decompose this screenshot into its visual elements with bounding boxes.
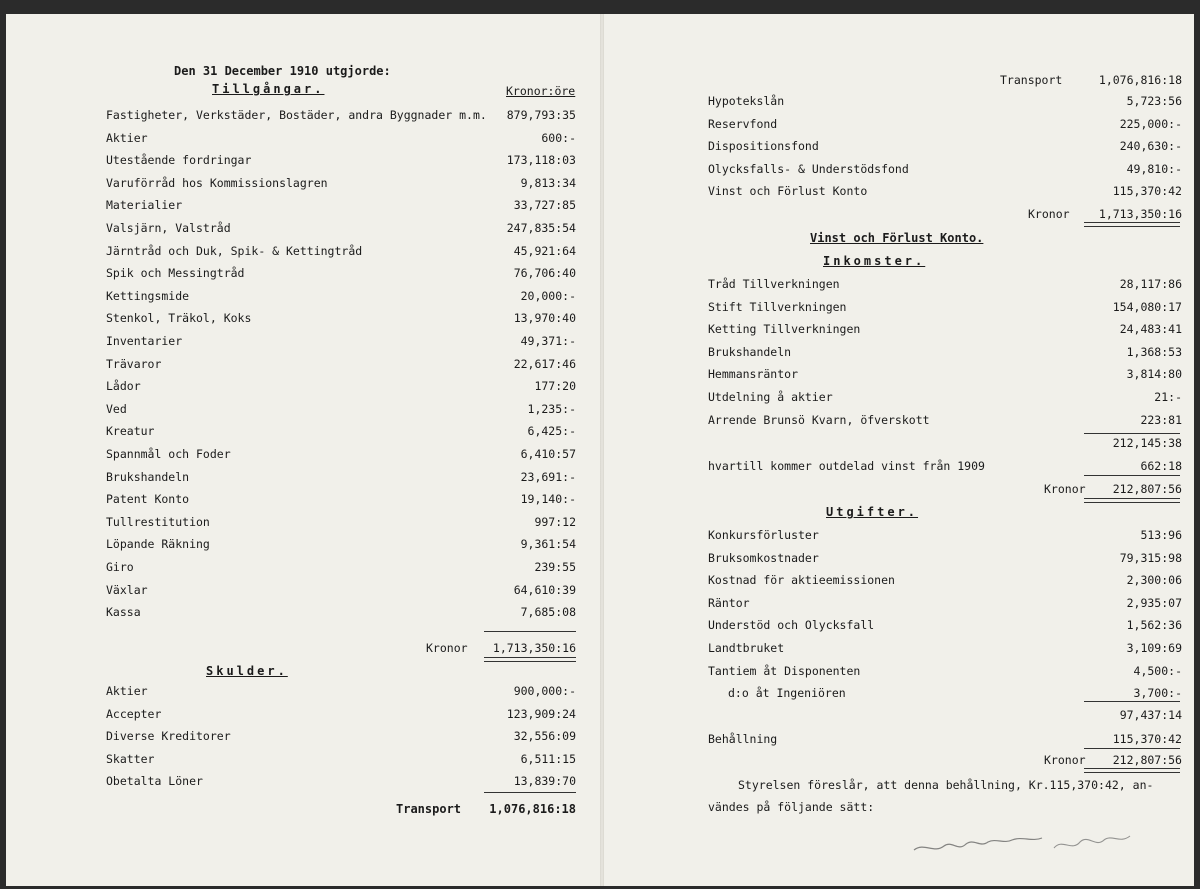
asset-row-label: Lådor xyxy=(106,379,141,394)
expense-row-value: 1,562:36 xyxy=(1126,618,1182,633)
liabilities-title: Skulder. xyxy=(206,664,288,678)
asset-row-value: 45,921:64 xyxy=(513,243,576,258)
asset-row-label: Spannmål och Foder xyxy=(106,447,231,461)
income-row-label: Tråd Tillverkningen xyxy=(708,277,840,291)
income-row-label: Hemmansräntor xyxy=(708,367,799,382)
asset-row-value: 13,970:40 xyxy=(513,311,576,326)
asset-row-value: 20,000:- xyxy=(520,288,576,303)
assets-total-double-rule xyxy=(484,657,576,662)
proposal-line-1: Styrelsen föreslår, att denna behållning, Kr.115,370:42, an- xyxy=(738,778,1154,792)
liability-row-value: 900,000:- xyxy=(513,684,576,698)
expense-total-rule xyxy=(1084,748,1180,749)
asset-row-label: Inventarier xyxy=(106,334,183,348)
expense-row-label: Landtbruket xyxy=(708,641,785,655)
assets-title: Tillgångar. xyxy=(212,82,325,96)
asset-row-label: Patent Konto xyxy=(106,492,190,507)
asset-row-value: 239:55 xyxy=(534,560,576,574)
asset-row-value: 49,371:- xyxy=(520,334,576,348)
income-title: Inkomster. xyxy=(823,254,926,268)
asset-row-value: 19,140:- xyxy=(520,492,576,507)
asset-row-label: Trävaror xyxy=(106,356,162,371)
asset-row-label: Växlar xyxy=(106,582,148,597)
expense-total-value: 212,807:56 xyxy=(1112,753,1182,767)
liability-row-value: 32,556:09 xyxy=(513,729,576,744)
expense-subtotal: 97,437:14 xyxy=(1119,708,1182,722)
asset-row-label: Kassa xyxy=(106,605,141,620)
income-row-value: 154,080:17 xyxy=(1112,299,1182,314)
asset-row-value: 22,617:46 xyxy=(513,356,576,371)
income-row-label: Utdelning å aktier xyxy=(708,390,833,404)
liability-cont-row-label: Dispositionsfond xyxy=(708,139,819,154)
liability-cont-row-label: Olycksfalls- & Understödsfond xyxy=(708,161,909,176)
income-add-label: hvartill kommer outdelad vinst från 1909 xyxy=(708,459,985,473)
income-row-value: 1,368:53 xyxy=(1126,344,1182,359)
income-total-label: Kronor xyxy=(1044,482,1086,496)
expense-title: Utgifter. xyxy=(826,505,919,519)
liability-row-value: 13,839:70 xyxy=(513,774,576,789)
asset-row-label: Materialier xyxy=(106,198,183,213)
assets-total-label: Kronor xyxy=(426,641,468,655)
expense-row-label: Konkursförluster xyxy=(708,528,819,542)
asset-row-label: Kreatur xyxy=(106,424,155,439)
income-row-value: 223:81 xyxy=(1140,412,1182,427)
expense-row-label: Kostnad för aktieemissionen xyxy=(708,573,895,588)
asset-row-label: Järntråd och Duk, Spik- & Kettingtråd xyxy=(106,243,363,258)
expense-row-label: Räntor xyxy=(708,595,750,610)
assets-total-value: 1,713,350:16 xyxy=(492,641,576,655)
income-row-label: Stift Tillverkningen xyxy=(708,299,847,314)
expense-row-label: d:o åt Ingeniören xyxy=(728,686,846,701)
transport-carried-value: 1,076,816:18 xyxy=(1098,73,1182,87)
liab-total-value: 1,713,350:16 xyxy=(1098,207,1182,221)
asset-row-value: 76,706:40 xyxy=(513,266,576,281)
expense-row-value: 3,109:69 xyxy=(1126,641,1182,655)
income-row-value: 21:- xyxy=(1154,390,1182,404)
liability-row-value: 123,909:24 xyxy=(506,706,576,721)
asset-row-label: Löpande Räkning xyxy=(106,537,210,552)
income-row-value: 24,483:41 xyxy=(1119,322,1182,337)
income-total-value: 212,807:56 xyxy=(1112,482,1182,496)
income-row-value: 3,814:80 xyxy=(1126,367,1182,382)
income-row-label: Brukshandeln xyxy=(708,344,792,359)
liab-total-double-rule xyxy=(1084,222,1180,227)
transport-rule xyxy=(484,792,576,793)
expense-row-value: 4,500:- xyxy=(1133,663,1182,678)
asset-row-label: Varuförråd hos Kommissionslagren xyxy=(106,175,328,190)
expense-total-double-rule xyxy=(1084,768,1180,773)
liability-row-label: Diverse Kreditorer xyxy=(106,729,231,744)
asset-row-value: 6,425:- xyxy=(527,424,576,439)
expense-row-value: 2,935:07 xyxy=(1126,595,1182,610)
balance-heading: Den 31 December 1910 utgjorde: xyxy=(174,64,391,78)
asset-row-value: 997:12 xyxy=(534,514,576,529)
asset-row-label: Aktier xyxy=(106,130,148,145)
asset-row-value: 33,727:85 xyxy=(513,198,576,213)
liability-cont-row-label: Vinst och Förlust Konto xyxy=(708,184,868,199)
income-sub-rule xyxy=(1084,433,1180,434)
proposal-line-2: vändes på följande sätt: xyxy=(708,800,875,814)
asset-row-value: 177:20 xyxy=(534,379,576,394)
asset-row-value: 23,691:- xyxy=(520,469,576,484)
asset-row-label: Brukshandeln xyxy=(106,469,190,484)
income-total-rule xyxy=(1084,475,1180,476)
income-row-value: 28,117:86 xyxy=(1119,277,1182,291)
liability-row-value: 6,511:15 xyxy=(520,751,576,766)
asset-row-value: 600:- xyxy=(541,130,576,145)
liability-cont-row-value: 49,810:- xyxy=(1126,161,1182,176)
expense-row-value: 2,300:06 xyxy=(1126,573,1182,588)
liability-cont-row-label: Reservfond xyxy=(708,116,778,131)
transport-label: Transport xyxy=(396,802,462,816)
income-total-double-rule xyxy=(1084,498,1180,503)
liability-cont-row-value: 225,000:- xyxy=(1119,116,1182,131)
asset-row-label: Utestående fordringar xyxy=(106,153,252,168)
assets-total-rule xyxy=(484,631,576,632)
transport-value: 1,076,816:18 xyxy=(489,802,576,816)
asset-row-label: Fastigheter, Verkstäder, Bostäder, andra Byggnader m.m. xyxy=(106,108,487,122)
asset-row-label: Valsjärn, Valstråd xyxy=(106,221,231,235)
expense-row-value: 3,700:- xyxy=(1133,686,1182,701)
asset-row-label: Stenkol, Träkol, Koks xyxy=(106,311,252,326)
asset-row-value: 1,235:- xyxy=(527,401,576,416)
liability-cont-row-value: 5,723:56 xyxy=(1126,94,1182,108)
income-add-value: 662:18 xyxy=(1140,459,1182,473)
liability-cont-row-value: 240,630:- xyxy=(1119,139,1182,154)
asset-row-value: 247,835:54 xyxy=(506,221,576,235)
left-page xyxy=(6,14,600,886)
liability-row-label: Skatter xyxy=(106,751,155,766)
expense-row-label: Tantiem åt Disponenten xyxy=(708,663,861,678)
liability-row-label: Aktier xyxy=(106,684,148,698)
asset-row-value: 173,118:03 xyxy=(506,153,576,168)
liab-total-label: Kronor xyxy=(1028,207,1070,221)
liability-cont-row-label: Hypotekslån xyxy=(708,94,785,108)
expense-row-label: Understöd och Olycksfall xyxy=(708,618,875,633)
liability-cont-row-value: 115,370:42 xyxy=(1112,184,1182,199)
transport-carried-label: Transport xyxy=(1000,73,1063,87)
asset-row-value: 879,793:35 xyxy=(506,108,576,122)
expense-total-label: Kronor xyxy=(1044,753,1086,767)
document-spread xyxy=(6,14,1194,886)
balance-label: Behållning xyxy=(708,732,778,746)
signature-scribble xyxy=(904,824,1154,864)
asset-row-label: Tullrestitution xyxy=(106,514,210,529)
expense-sub-rule xyxy=(1084,701,1180,702)
asset-row-label: Giro xyxy=(106,560,134,574)
liability-row-label: Obetalta Löner xyxy=(106,774,203,789)
currency-header: Kronor:öre xyxy=(506,84,576,98)
income-row-label: Ketting Tillverkningen xyxy=(708,322,861,337)
right-page xyxy=(604,14,1194,886)
asset-row-value: 6,410:57 xyxy=(520,447,576,461)
asset-row-value: 9,361:54 xyxy=(520,537,576,552)
asset-row-value: 64,610:39 xyxy=(513,582,576,597)
expense-row-label: Bruksomkostnader xyxy=(708,550,819,565)
income-subtotal: 212,145:38 xyxy=(1112,436,1182,450)
liability-row-label: Accepter xyxy=(106,706,162,721)
expense-row-value: 513:96 xyxy=(1140,528,1182,542)
income-row-label: Arrende Brunsö Kvarn, öfverskott xyxy=(708,412,930,427)
asset-row-label: Kettingsmide xyxy=(106,288,190,303)
pl-title: Vinst och Förlust Konto. xyxy=(810,231,984,245)
asset-row-value: 7,685:08 xyxy=(520,605,576,620)
balance-value: 115,370:42 xyxy=(1112,732,1182,746)
asset-row-value: 9,813:34 xyxy=(520,175,576,190)
asset-row-label: Spik och Messingtråd xyxy=(106,266,245,281)
asset-row-label: Ved xyxy=(106,401,127,416)
expense-row-value: 79,315:98 xyxy=(1119,550,1182,565)
